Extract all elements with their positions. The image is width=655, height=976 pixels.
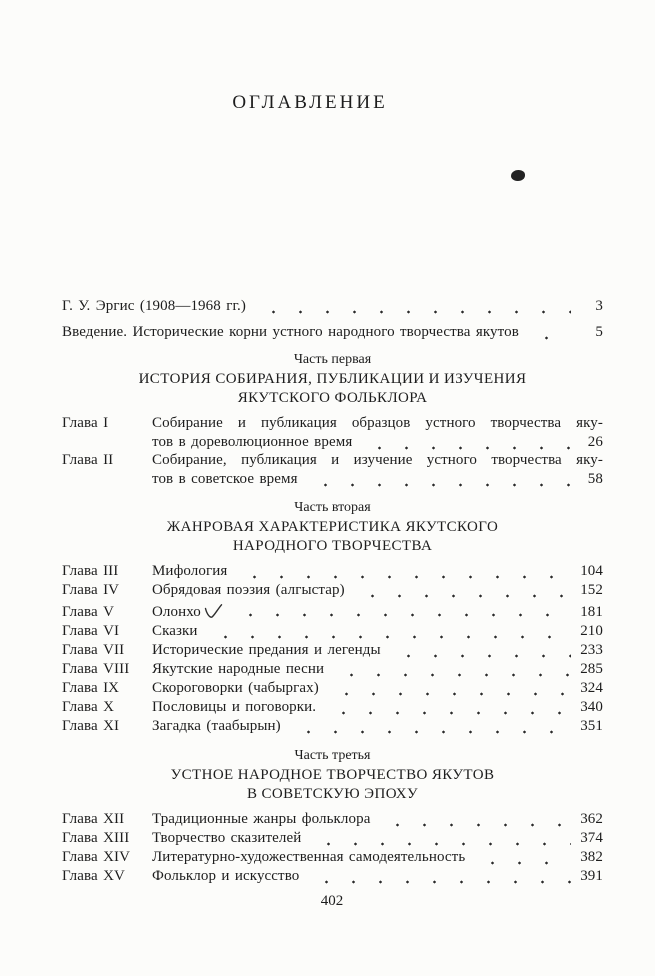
chapter-title: Сказки (152, 623, 198, 639)
chapter-number: Глава V (62, 604, 115, 620)
dot-leader (393, 641, 571, 660)
chapter-title: Пословицы и поговорки. (152, 699, 317, 715)
chapter-number: Глава VII (62, 642, 125, 658)
dot-leader (477, 848, 571, 867)
dot-leader (311, 867, 571, 886)
entry-page-number: 285 (580, 661, 603, 677)
chapter-title: тов в советское время (152, 470, 298, 487)
chapter-entry (62, 562, 603, 581)
entry-page-number: 391 (580, 868, 603, 884)
entry-label: Введение. Исторические корни устного народного творчества якутов (62, 324, 519, 340)
chapter-number: Глава IX (62, 680, 120, 696)
part-section-2 (62, 498, 603, 736)
chapter-entry (62, 622, 603, 641)
entry-page-number: 233 (580, 642, 603, 658)
entry-label: Г. У. Эргис (1908—1968 гг.) (62, 298, 246, 314)
chapter-entry (62, 414, 603, 451)
chapter-title: Загадка (таабырын) (152, 718, 281, 734)
dot-leader (258, 296, 571, 316)
entry-page-number: 181 (580, 604, 603, 620)
chapter-entry (62, 698, 603, 717)
chapter-title: Якутские народные песни (152, 661, 325, 677)
chapter-title: Олонхо (152, 604, 201, 620)
dot-leader (357, 581, 571, 600)
dot-leader (235, 600, 571, 622)
part-section-3 (62, 746, 603, 886)
entry-page-number: 340 (580, 699, 603, 715)
chapter-number: Глава XV (62, 868, 125, 884)
chapter-number: Глава XI (62, 718, 120, 734)
dot-leader (364, 433, 571, 452)
folio-page-number: 402 (320, 893, 344, 909)
chapter-title: Традиционные жанры фольклора (152, 811, 371, 827)
entry-page-number: 382 (580, 849, 603, 865)
chapter-number: Глава XII (62, 811, 125, 827)
chapter-title: тов в дореволюционное время (152, 433, 353, 450)
dot-leader (328, 698, 571, 717)
chapter-entry (62, 451, 603, 488)
chapter-number: Глава III (62, 563, 119, 579)
chapter-entry (62, 829, 603, 848)
dot-leader (336, 660, 571, 679)
chapter-title: Обрядовая поэзия (алгыстар) (152, 582, 345, 598)
chapter-number: Глава XIV (62, 849, 131, 865)
chapter-entry (62, 581, 603, 600)
chapter-entry (62, 848, 603, 867)
entry-page-number: 374 (580, 830, 603, 846)
chapter-number: Глава XIII (62, 830, 130, 846)
entry-page-number: 5 (595, 324, 603, 340)
dot-leader (382, 810, 571, 829)
chapter-title: Творчество сказителей (152, 830, 302, 846)
chapter-entry (62, 867, 603, 886)
dot-leader (313, 829, 571, 848)
chapter-title-line (152, 433, 603, 452)
dot-leader (531, 322, 571, 342)
entry-page-number: 26 (587, 433, 603, 450)
entry-page-number: 362 (580, 811, 603, 827)
ink-spot (511, 170, 525, 181)
chapter-number: Глава VIII (62, 661, 130, 677)
chapter-title: Скороговорки (чабыргах) (152, 680, 319, 696)
chapter-list (62, 810, 603, 886)
dot-leader (310, 470, 571, 489)
part-section-1 (62, 350, 603, 488)
chapter-title: Мифология (152, 563, 228, 579)
chapter-number: Глава II (62, 452, 114, 468)
entry-page-number: 104 (580, 563, 603, 579)
toc-entry (62, 322, 603, 342)
dot-leader (293, 717, 571, 736)
page-title: ОГЛАВЛЕНИЕ (232, 92, 388, 113)
entry-page-number: 152 (580, 582, 603, 598)
chapter-entry (62, 641, 603, 660)
chapter-entry (62, 600, 603, 622)
chapter-title-line: Собирание, публикация и изучение устного творчества яку- (152, 452, 603, 468)
chapter-entry (62, 679, 603, 698)
chapter-entry (62, 717, 603, 736)
chapter-title-block (152, 414, 603, 451)
part-label: Часть вторая (294, 500, 371, 515)
handwritten-checkmark-icon (204, 604, 223, 620)
part-heading-line: УСТНОЕ НАРОДНОЕ ТВОРЧЕСТВО ЯКУТОВ (170, 767, 495, 783)
chapter-title: Литературно-художественная самодеятельность (152, 849, 466, 865)
chapter-title-line (152, 470, 603, 489)
chapter-list (62, 414, 603, 488)
chapter-list (62, 562, 603, 736)
toc-entry (62, 296, 603, 316)
entry-page-number: 351 (580, 718, 603, 734)
chapter-number: Глава I (62, 415, 109, 431)
chapter-entry (62, 810, 603, 829)
part-heading-line: ЖАНРОВАЯ ХАРАКТЕРИСТИКА ЯКУТСКОГО (166, 519, 499, 535)
chapter-number: Глава VI (62, 623, 120, 639)
chapter-title: Фольклор и искусство (152, 868, 300, 884)
part-label: Часть третья (294, 748, 371, 763)
part-heading-line: НАРОДНОГО ТВОРЧЕСТВА (232, 538, 433, 554)
chapter-title: Исторические предания и легенды (152, 642, 381, 658)
chapter-title-line: Собирание и публикация образцов устного творчества яку- (152, 415, 603, 431)
entry-page-number: 3 (595, 298, 603, 314)
chapter-title-block (152, 451, 603, 488)
part-label: Часть первая (293, 352, 372, 367)
part-heading-line: ИСТОРИЯ СОБИРАНИЯ, ПУБЛИКАЦИИ И ИЗУЧЕНИЯ (138, 371, 527, 387)
part-heading-line: В СОВЕТСКУЮ ЭПОХУ (246, 786, 419, 802)
entry-page-number: 58 (587, 470, 603, 487)
chapter-number: Глава IV (62, 582, 120, 598)
dot-leader (239, 562, 571, 581)
front-entries (62, 296, 603, 342)
chapter-number: Глава X (62, 699, 115, 715)
entry-page-number: 324 (580, 680, 603, 696)
dot-leader (331, 679, 571, 698)
part-heading-line: ЯКУТСКОГО ФОЛЬКЛОРА (237, 390, 428, 406)
chapter-entry (62, 660, 603, 679)
entry-page-number: 210 (580, 623, 603, 639)
dot-leader (210, 622, 571, 641)
toc-content (62, 296, 603, 886)
